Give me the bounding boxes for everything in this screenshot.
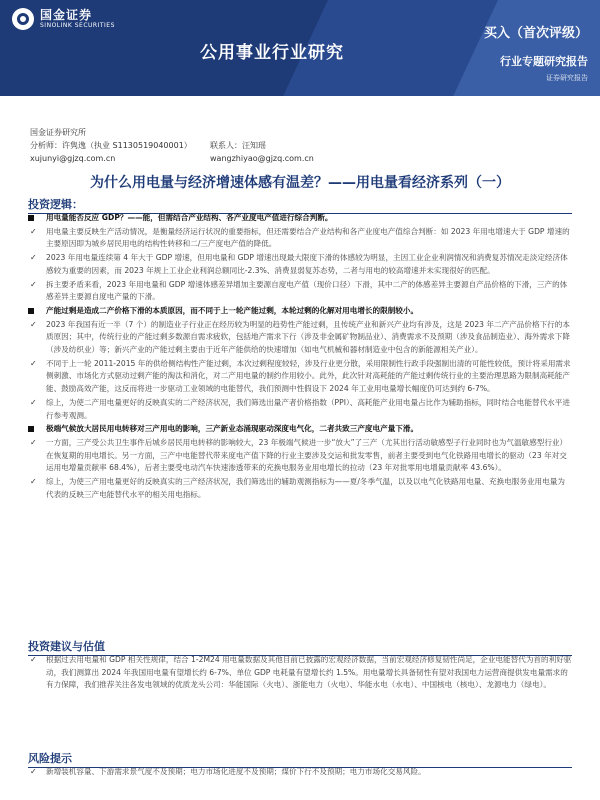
section-list-logic [24,212,572,502]
institute: 国金证券研究所 [30,128,86,137]
analyst-email: xujunyi@gjzq.com.cn [30,154,116,163]
list-item: 产能过剩是造成二产价格下滑的本质原因，而不同于上一轮产能过剩，本轮过剩的化解对用电增长的限制较小。 [24,305,572,318]
check-icon: ✓ [30,767,37,776]
list-item: 极端气候放大居民用电转移对三产用电的影响，三产新业态涌现驱动深度电气化，二者共致三产度电产量下滑。 [24,423,572,436]
rating: 买入（首次评级） [483,26,588,41]
logo-name-cn: 国金证券 [40,8,93,22]
check-icon: ✓ [30,226,37,236]
section-list-recommendation [24,654,572,693]
contact-email: wangzhiyao@gjzq.com.cn [210,154,314,163]
list-item: ✓ 综上，为使二产用电量更好的反映真实的二产经济状况，我们筛选出量产者价格指数（PPI）、高耗能产业用电量占比作为辅助指标，同时结合电能替代水平进行参考观测。 [30,397,570,420]
list-item: ✓ 2023 年我国有近一半（7 个）的制造业子行业正在经历较为明显的趋势性产能过剩，且传统产业和新兴产业均有涉及，这是 2023 年二产产品价格下行的本质原因；其中，传统行业的产能过剩多数源自需求疲软，包括地产需求下行（涉及非金属矿物制品业）、消费需求不及预期（涉及食品制造业）、海外需求下降（涉及纺织业）等；新兴产业的产能过剩主要由于近年产能供给的快速增加（如电气机械和器材制造业中包含的新能源相关产业）。 [30,319,570,355]
list-item: ✓ 一方面，三产受公共卫生事件后城乡居民用电转移的影响较大，23 年极端气候进一步“放大”了三产（尤其出行活动敏感型子行业同时也为气温敏感型行业）在恢复期的用电增长。另一方面，三产中电能替代带来度电产值下降的行业主要涉及交运和批发零售，前者主要受到电气化铁路用电增长的驱动（23 年对交运用电增量贡献率 68.4%），后者主要受电动汽车快速渗透带来的充换电服务业用电增长的拉动（23 年对批零用电增量贡献率 43.6%）。 [30,437,568,473]
list-item: ✓ 2023 年用电量连续第 4 年大于 GDP 增速，但用电量和 GDP 增速出现最大限度下滑的体感较为明显，主因工业企业利润情况和消费复苏情况走淡定经济体感较为重要的因素，而 2023 年规上工业企业利润总额同比-2.3%、消费显弱复苏态势，二者与用电的较高增速并未实现很好的匹配。 [30,253,568,275]
bullet-square-icon [28,308,34,314]
analyst-info [30,126,570,165]
section-list-risk [24,766,572,780]
check-icon: ✓ [30,655,37,664]
company-logo [12,8,115,30]
check-icon: ✓ [30,279,37,289]
list-item: ✓ 不同于上一轮 2011-2015 年的供给侧结构性产能过剩，本次过剩程度较轻，涉及行业更分散，采用限制性行政手段强制出清的可能性较低，预计将采用需求侧刺激、市场化方式驱动过剩产能的淘汰和消化，对二产用电量的制约作用较小。此外，此次针对高耗能的产能过剩传统行业的主要治理思路为限制高耗能产能、鼓励高效产能，这反而将进一步驱动工业领域的电能替代，我们预测中性假设下 2024 年工业用电量增长幅度仍可达到约 6-7%。 [30,358,571,394]
report-header [0,0,600,96]
logo-icon [12,8,34,30]
list-item: ✓ 根据过去用电量和 GDP 相关性规律，结合 1-2M24 用电量数据及其他目前已披露的宏观经济数据，当前宏观经济修复韧性尚足，企业电能替代为首的利好驱动，我们测算出 2024 年我国用电量有望增长约 6-7%、单位 GDP 电耗量有望增长约 1.5%。用电量增长具备韧性有望对我国电力运营商提供发电量需求的有力保障，我们推荐关注各发电领域的优质龙头公司：华能国际（火电）、浙能电力（火电）、华能水电（水电）、中国核电（核电）、龙源电力（绿电）。 [30,655,572,690]
check-icon: ✓ [30,397,37,407]
list-item: ✓ 用电量主要反映生产活动情况，是衡量经济运行状况的重要指标，但还需要结合产业结构和各产业度电产值综合判断：如 2023 年用电增速大于 GDP 增速的主要原因即为城乡居民用电的结构性转移和二/三产度电产值的降低。 [30,226,570,249]
bullet-square-icon [28,426,34,432]
check-icon: ✓ [30,477,37,487]
list-item: ✓ 新增装机容量、下游需求景气度不及预期；电力市场化进度不及预期；煤价下行不及预期；电力市场化交易风险。 [24,766,572,779]
section-heading-risk: 风险提示 [28,750,572,768]
bullet-square-icon [28,215,34,221]
list-item: ✓ 综上，为使三产用电量更好的反映真实的三产经济状况，我们筛选出的辅助观测指标为——夏/冬季气温，以及以电气化铁路用电量、充换电服务业用电量为代表的反映三产电能替代水平的相关用电指标。 [30,477,565,499]
analyst-name: 分析师：许隽逸（执业 S1130519040001） [30,141,192,150]
list-item: ✓ 拆主要矛盾来看，2023 年用电量和 GDP 增速体感差异增加主要源自度电产值（现价口径）下滑，其中二产的体感差异主要源自产品价格的下滑，三产的体感差异主要源自度电产量的下滑。 [30,279,568,302]
report-category: 行业专题研究报告 [500,55,588,68]
section-heading-logic: 投资逻辑： [28,196,572,214]
list-item: 用电量能否反应 GDP？——能，但需结合产业结构、各产业度电产值进行综合判断。 [24,212,572,225]
check-icon: ✓ [30,319,37,329]
check-icon: ✓ [30,437,37,447]
header-meta [484,22,588,83]
report-title: 为什么用电量与经济增速体感有温差？——用电量看经济系列（一） [90,175,510,191]
report-type: 公用事业行业研究 [200,43,344,63]
logo-name-en: SINOLINK SECURITIES [40,22,115,29]
section-heading-recommendation: 投资建议与估值 [28,638,572,656]
check-icon: ✓ [30,358,37,368]
report-subcategory: 证券研究报告 [546,74,588,82]
check-icon: ✓ [30,253,37,263]
contact-name: 联系人：汪知瑶 [210,141,266,150]
